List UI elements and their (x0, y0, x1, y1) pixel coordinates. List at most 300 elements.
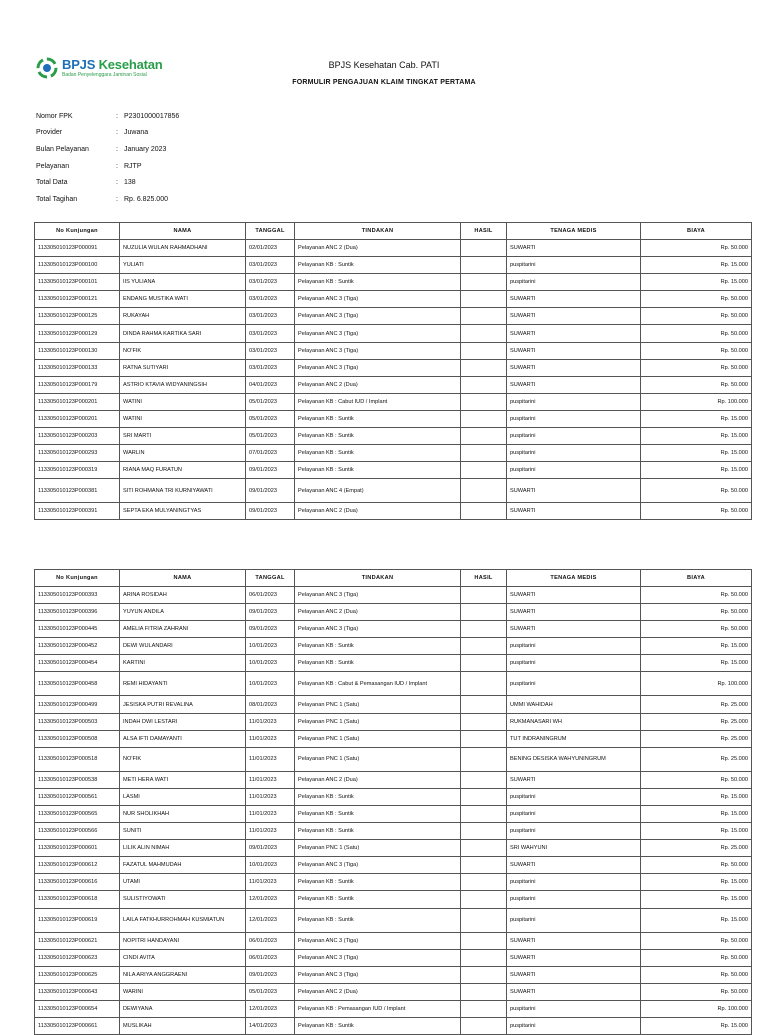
cell-biaya: Rp. 15.000 (641, 445, 752, 462)
cell-tenaga-medis: RUKMANASARI WH (507, 713, 641, 730)
cell-tenaga-medis: SUWARTI (507, 479, 641, 503)
table-row (35, 240, 752, 257)
cell-tenaga-medis: SUWARTI (507, 342, 641, 359)
cell-tanggal: 02/01/2023 (246, 240, 295, 257)
cell-no-kunjungan: 113305010123P000618 (35, 891, 120, 908)
table-row (35, 891, 752, 908)
claim-info (36, 108, 179, 208)
cell-hasil (461, 428, 507, 445)
table-row (35, 874, 752, 891)
cell-no-kunjungan: 113305010123P000293 (35, 445, 120, 462)
table-row (35, 503, 752, 520)
cell-tindakan: Pelayanan ANC 2 (Dua) (295, 503, 461, 520)
cell-tindakan: Pelayanan ANC 3 (Tiga) (295, 308, 461, 325)
cell-tanggal: 09/01/2023 (246, 604, 295, 621)
cell-tindakan: Pelayanan KB : Suntik (295, 1017, 461, 1034)
cell-nama: DEWIYANA (120, 1000, 246, 1017)
info-colon: : (116, 179, 118, 187)
info-row (36, 174, 179, 191)
cell-hasil (461, 771, 507, 788)
info-row (36, 158, 179, 175)
cell-biaya: Rp. 25.000 (641, 696, 752, 713)
cell-tindakan: Pelayanan ANC 3 (Tiga) (295, 949, 461, 966)
cell-tenaga-medis: SUWARTI (507, 359, 641, 376)
cell-tanggal: 11/01/2023 (246, 713, 295, 730)
cell-hasil (461, 908, 507, 932)
column-header: TENAGA MEDIS (507, 223, 641, 240)
cell-no-kunjungan: 113305010123P000661 (35, 1017, 120, 1034)
cell-biaya: Rp. 25.000 (641, 730, 752, 747)
table-row (35, 638, 752, 655)
cell-no-kunjungan: 113305010123P000538 (35, 771, 120, 788)
cell-no-kunjungan: 113305010123P000566 (35, 823, 120, 840)
cell-biaya: Rp. 25.000 (641, 713, 752, 730)
cell-tindakan: Pelayanan KB : Suntik (295, 462, 461, 479)
cell-hasil (461, 874, 507, 891)
cell-biaya: Rp. 50.000 (641, 771, 752, 788)
cell-biaya: Rp. 50.000 (641, 342, 752, 359)
table-row (35, 857, 752, 874)
cell-hasil (461, 240, 507, 257)
cell-tindakan: Pelayanan KB : Cabut & Pemasangan IUD / Implant (295, 672, 461, 696)
info-colon: : (116, 162, 118, 170)
cell-hasil (461, 257, 507, 274)
cell-tenaga-medis: puspitarini (507, 274, 641, 291)
cell-nama: NO'FIK (120, 747, 246, 771)
table-row (35, 713, 752, 730)
cell-tenaga-medis: puspitarini (507, 655, 641, 672)
cell-tenaga-medis: SUWARTI (507, 325, 641, 342)
cell-no-kunjungan: 113305010123P000179 (35, 376, 120, 393)
table-row (35, 359, 752, 376)
cell-biaya: Rp. 15.000 (641, 428, 752, 445)
cell-tindakan: Pelayanan ANC 2 (Dua) (295, 983, 461, 1000)
cell-hasil (461, 274, 507, 291)
column-header: NAMA (120, 570, 246, 587)
cell-tindakan: Pelayanan KB : Suntik (295, 805, 461, 822)
cell-nama: RUKAYAH (120, 308, 246, 325)
cell-hasil (461, 462, 507, 479)
cell-tindakan: Pelayanan KB : Suntik (295, 908, 461, 932)
cell-tenaga-medis: puspitarini (507, 1000, 641, 1017)
cell-no-kunjungan: 113305010123P000129 (35, 325, 120, 342)
cell-biaya: Rp. 25.000 (641, 840, 752, 857)
cell-nama: METI HERA WATI (120, 771, 246, 788)
cell-tenaga-medis: BENING DESISKA WAHYUNINGRUM (507, 747, 641, 771)
cell-tenaga-medis: puspitarini (507, 874, 641, 891)
table-row (35, 342, 752, 359)
cell-tanggal: 11/01/2023 (246, 805, 295, 822)
cell-biaya: Rp. 50.000 (641, 240, 752, 257)
cell-tindakan: Pelayanan ANC 3 (Tiga) (295, 342, 461, 359)
cell-no-kunjungan: 113305010123P000201 (35, 410, 120, 427)
cell-hasil (461, 713, 507, 730)
info-value: P2301000017856 (124, 112, 180, 120)
cell-tenaga-medis: puspitarini (507, 638, 641, 655)
table-row (35, 1000, 752, 1017)
cell-no-kunjungan: 113305010123P000623 (35, 949, 120, 966)
logo-brand-a: BPJS (62, 57, 96, 72)
cell-biaya: Rp. 100.000 (641, 1000, 752, 1017)
cell-tanggal: 03/01/2023 (246, 325, 295, 342)
cell-nama: ASTRIO KTAVIA WIDYANINGSIH (120, 376, 246, 393)
cell-tenaga-medis: puspitarini (507, 788, 641, 805)
cell-tanggal: 10/01/2023 (246, 655, 295, 672)
cell-tindakan: Pelayanan PNC 1 (Satu) (295, 840, 461, 857)
cell-tenaga-medis: puspitarini (507, 823, 641, 840)
cell-nama: UTAMI (120, 874, 246, 891)
table-row (35, 696, 752, 713)
cell-nama: YUYUN ANDILA (120, 604, 246, 621)
cell-nama: SEPTA EKA MULYANINGTYAS (120, 503, 246, 520)
info-value: January 2023 (124, 145, 167, 153)
cell-nama: NUR SHOLIKHAH (120, 805, 246, 822)
table-row (35, 949, 752, 966)
table-header-row (35, 570, 752, 587)
cell-biaya: Rp. 50.000 (641, 621, 752, 638)
cell-no-kunjungan: 113305010123P000621 (35, 932, 120, 949)
cell-no-kunjungan: 113305010123P000100 (35, 257, 120, 274)
cell-tindakan: Pelayanan KB : Suntik (295, 823, 461, 840)
cell-biaya: Rp. 50.000 (641, 587, 752, 604)
cell-tindakan: Pelayanan ANC 4 (Empat) (295, 479, 461, 503)
cell-tenaga-medis: SUWARTI (507, 587, 641, 604)
column-header: TINDAKAN (295, 570, 461, 587)
cell-no-kunjungan: 113305010123P000561 (35, 788, 120, 805)
cell-tanggal: 09/01/2023 (246, 621, 295, 638)
column-header: BIAYA (641, 223, 752, 240)
cell-biaya: Rp. 50.000 (641, 604, 752, 621)
cell-nama: NO'FIK (120, 342, 246, 359)
cell-tanggal: 05/01/2023 (246, 393, 295, 410)
table-row (35, 1017, 752, 1034)
cell-hasil (461, 655, 507, 672)
info-row (36, 141, 179, 158)
cell-biaya: Rp. 50.000 (641, 376, 752, 393)
cell-nama: JESISKA PUTRI REVALINA (120, 696, 246, 713)
cell-nama: INDAH DWI LESTARI (120, 713, 246, 730)
cell-nama: YULIATI (120, 257, 246, 274)
cell-biaya: Rp. 100.000 (641, 393, 752, 410)
cell-hasil (461, 983, 507, 1000)
cell-biaya: Rp. 15.000 (641, 891, 752, 908)
cell-tindakan: Pelayanan ANC 3 (Tiga) (295, 857, 461, 874)
info-colon: : (116, 129, 118, 137)
info-colon: : (116, 195, 118, 203)
table-row (35, 788, 752, 805)
cell-tanggal: 06/01/2023 (246, 587, 295, 604)
cell-biaya: Rp. 50.000 (641, 359, 752, 376)
cell-tanggal: 10/01/2023 (246, 638, 295, 655)
table-row (35, 983, 752, 1000)
table-row (35, 410, 752, 427)
cell-tenaga-medis: SRI WAHYUNI (507, 840, 641, 857)
cell-nama: NILA ARIYA ANGGRAENI (120, 966, 246, 983)
cell-biaya: Rp. 15.000 (641, 462, 752, 479)
cell-nama: ALSA IFTI DAMAYANTI (120, 730, 246, 747)
table-row (35, 747, 752, 771)
cell-tanggal: 09/01/2023 (246, 479, 295, 503)
table-row (35, 840, 752, 857)
cell-biaya: Rp. 50.000 (641, 949, 752, 966)
cell-biaya: Rp. 15.000 (641, 655, 752, 672)
cell-nama: WARLIN (120, 445, 246, 462)
cell-tanggal: 10/01/2023 (246, 857, 295, 874)
logo-tagline: Badan Penyelenggara Jaminan Sosial (62, 72, 147, 78)
cell-hasil (461, 621, 507, 638)
cell-tenaga-medis: SUWARTI (507, 604, 641, 621)
cell-tanggal: 09/01/2023 (246, 840, 295, 857)
cell-no-kunjungan: 113305010123P000654 (35, 1000, 120, 1017)
cell-tindakan: Pelayanan ANC 3 (Tiga) (295, 291, 461, 308)
cell-hasil (461, 604, 507, 621)
claims-table-2 (34, 569, 752, 1035)
cell-tanggal: 03/01/2023 (246, 342, 295, 359)
cell-hasil (461, 966, 507, 983)
info-label: Provider (36, 129, 63, 137)
cell-tanggal: 09/01/2023 (246, 503, 295, 520)
cell-hasil (461, 308, 507, 325)
cell-nama: RIANA MAQ FURATUN (120, 462, 246, 479)
cell-hasil (461, 479, 507, 503)
cell-tenaga-medis: puspitarini (507, 410, 641, 427)
info-colon: : (116, 145, 118, 153)
cell-no-kunjungan: 113305010123P000612 (35, 857, 120, 874)
table-row (35, 908, 752, 932)
cell-no-kunjungan: 113305010123P000130 (35, 342, 120, 359)
column-header: HASIL (461, 223, 507, 240)
cell-nama: NOPITRI HANDAYANI (120, 932, 246, 949)
table-row (35, 932, 752, 949)
cell-tindakan: Pelayanan ANC 3 (Tiga) (295, 587, 461, 604)
cell-biaya: Rp. 50.000 (641, 308, 752, 325)
info-label: Bulan Pelayanan (36, 145, 89, 153)
cell-no-kunjungan: 113305010123P000518 (35, 747, 120, 771)
cell-no-kunjungan: 113305010123P000133 (35, 359, 120, 376)
cell-biaya: Rp. 50.000 (641, 503, 752, 520)
cell-no-kunjungan: 113305010123P000601 (35, 840, 120, 857)
cell-nama: ARINA ROSIDAH (120, 587, 246, 604)
cell-no-kunjungan: 113305010123P000616 (35, 874, 120, 891)
cell-tenaga-medis: puspitarini (507, 393, 641, 410)
cell-biaya: Rp. 50.000 (641, 479, 752, 503)
cell-nama: WARINI (120, 983, 246, 1000)
cell-nama: SUNITI (120, 823, 246, 840)
cell-tenaga-medis: puspitarini (507, 908, 641, 932)
cell-no-kunjungan: 113305010123P000201 (35, 393, 120, 410)
cell-tenaga-medis: SUWARTI (507, 240, 641, 257)
cell-tanggal: 09/01/2023 (246, 966, 295, 983)
cell-nama: WATINI (120, 410, 246, 427)
cell-hasil (461, 840, 507, 857)
cell-tindakan: Pelayanan KB : Suntik (295, 891, 461, 908)
cell-no-kunjungan: 113305010123P000396 (35, 604, 120, 621)
cell-hasil (461, 788, 507, 805)
cell-tindakan: Pelayanan KB : Suntik (295, 874, 461, 891)
document-subtitle: FORMULIR PENGAJUAN KLAIM TINGKAT PERTAMA (292, 79, 476, 86)
cell-tanggal: 11/01/2023 (246, 771, 295, 788)
cell-biaya: Rp. 15.000 (641, 638, 752, 655)
cell-tindakan: Pelayanan ANC 3 (Tiga) (295, 325, 461, 342)
cell-tanggal: 03/01/2023 (246, 291, 295, 308)
cell-tindakan: Pelayanan ANC 3 (Tiga) (295, 621, 461, 638)
cell-tanggal: 11/01/2023 (246, 730, 295, 747)
claims-table-1 (34, 222, 752, 520)
logo-brand-b: Kesehatan (98, 57, 163, 72)
cell-biaya: Rp. 15.000 (641, 1017, 752, 1034)
cell-hasil (461, 696, 507, 713)
cell-hasil (461, 857, 507, 874)
table-row (35, 376, 752, 393)
column-header: NAMA (120, 223, 246, 240)
column-header: TANGGAL (246, 570, 295, 587)
table-header-row (35, 223, 752, 240)
cell-tanggal: 05/01/2023 (246, 983, 295, 1000)
cell-tenaga-medis: puspitarini (507, 672, 641, 696)
cell-tindakan: Pelayanan KB : Suntik (295, 655, 461, 672)
cell-no-kunjungan: 113305010123P000625 (35, 966, 120, 983)
cell-tindakan: Pelayanan ANC 2 (Dua) (295, 771, 461, 788)
table-row (35, 479, 752, 503)
cell-tindakan: Pelayanan KB : Suntik (295, 410, 461, 427)
cell-tindakan: Pelayanan PNC 1 (Satu) (295, 730, 461, 747)
cell-tenaga-medis: SUWARTI (507, 771, 641, 788)
table-row (35, 445, 752, 462)
cell-nama: DINDA RAHMA KARTIKA SARI (120, 325, 246, 342)
cell-tanggal: 12/01/2023 (246, 908, 295, 932)
cell-tenaga-medis: SUWARTI (507, 983, 641, 1000)
cell-tanggal: 06/01/2023 (246, 949, 295, 966)
cell-tanggal: 05/01/2023 (246, 428, 295, 445)
cell-tindakan: Pelayanan PNC 1 (Satu) (295, 696, 461, 713)
info-label: Total Tagihan (36, 195, 78, 203)
cell-nama: FAZATUL MAHMUDAH (120, 857, 246, 874)
cell-hasil (461, 823, 507, 840)
cell-no-kunjungan: 113305010123P000458 (35, 672, 120, 696)
cell-hasil (461, 747, 507, 771)
cell-tenaga-medis: puspitarini (507, 1017, 641, 1034)
info-row (36, 191, 179, 208)
table-row (35, 966, 752, 983)
cell-tindakan: Pelayanan KB : Suntik (295, 274, 461, 291)
cell-nama: DEWI WULANDARI (120, 638, 246, 655)
cell-nama: IIS YULIANA (120, 274, 246, 291)
cell-nama: LILIK ALIN NIMAH (120, 840, 246, 857)
cell-hasil (461, 325, 507, 342)
cell-biaya: Rp. 50.000 (641, 291, 752, 308)
cell-biaya: Rp. 50.000 (641, 983, 752, 1000)
cell-hasil (461, 638, 507, 655)
cell-tenaga-medis: puspitarini (507, 257, 641, 274)
info-value: 138 (124, 179, 136, 187)
cell-no-kunjungan: 113305010123P000203 (35, 428, 120, 445)
table-row (35, 771, 752, 788)
cell-biaya: Rp. 15.000 (641, 823, 752, 840)
cell-hasil (461, 805, 507, 822)
table-row (35, 308, 752, 325)
info-value: Juwana (124, 129, 149, 137)
cell-no-kunjungan: 113305010123P000381 (35, 479, 120, 503)
cell-tenaga-medis: puspitarini (507, 428, 641, 445)
cell-biaya: Rp. 50.000 (641, 966, 752, 983)
cell-tanggal: 14/01/2023 (246, 1017, 295, 1034)
cell-tanggal: 11/01/2023 (246, 747, 295, 771)
cell-hasil (461, 359, 507, 376)
cell-hasil (461, 445, 507, 462)
cell-no-kunjungan: 113305010123P000319 (35, 462, 120, 479)
cell-biaya: Rp. 15.000 (641, 410, 752, 427)
cell-hasil (461, 672, 507, 696)
cell-tanggal: 10/01/2023 (246, 672, 295, 696)
info-value: Rp. 6.825.000 (124, 195, 168, 203)
cell-hasil (461, 587, 507, 604)
cell-tenaga-medis: SUWARTI (507, 932, 641, 949)
column-header: TANGGAL (246, 223, 295, 240)
table-row (35, 672, 752, 696)
column-header: No Kunjungan (35, 570, 120, 587)
cell-no-kunjungan: 113305010123P000503 (35, 713, 120, 730)
cell-tenaga-medis: puspitarini (507, 445, 641, 462)
cell-hasil (461, 932, 507, 949)
column-header: TENAGA MEDIS (507, 570, 641, 587)
cell-tanggal: 11/01/2023 (246, 874, 295, 891)
cell-tanggal: 11/01/2023 (246, 788, 295, 805)
table-row (35, 655, 752, 672)
cell-tenaga-medis: SUWARTI (507, 857, 641, 874)
table-row (35, 805, 752, 822)
cell-nama: ENDANG MUSTIKA WATI (120, 291, 246, 308)
table-row (35, 823, 752, 840)
cell-hasil (461, 949, 507, 966)
info-value: RJTP (124, 162, 142, 170)
cell-hasil (461, 376, 507, 393)
cell-tindakan: Pelayanan ANC 3 (Tiga) (295, 932, 461, 949)
cell-tanggal: 03/01/2023 (246, 274, 295, 291)
cell-nama: KARTINI (120, 655, 246, 672)
cell-tindakan: Pelayanan ANC 2 (Dua) (295, 604, 461, 621)
cell-nama: SULISTIYOWATI (120, 891, 246, 908)
table-row (35, 428, 752, 445)
info-label: Total Data (36, 179, 68, 187)
cell-no-kunjungan: 113305010123P000125 (35, 308, 120, 325)
table-row (35, 730, 752, 747)
cell-tenaga-medis: SUWARTI (507, 949, 641, 966)
cell-tindakan: Pelayanan ANC 2 (Dua) (295, 240, 461, 257)
cell-tindakan: Pelayanan KB : Suntik (295, 257, 461, 274)
cell-no-kunjungan: 113305010123P000445 (35, 621, 120, 638)
cell-no-kunjungan: 113305010123P000508 (35, 730, 120, 747)
cell-nama: NUZULIA WULAN RAHMADHANI (120, 240, 246, 257)
table-row (35, 621, 752, 638)
column-header: BIAYA (641, 570, 752, 587)
cell-tanggal: 04/01/2023 (246, 376, 295, 393)
cell-tanggal: 03/01/2023 (246, 257, 295, 274)
cell-hasil (461, 503, 507, 520)
info-row (36, 108, 179, 125)
cell-tenaga-medis: SUWARTI (507, 503, 641, 520)
cell-no-kunjungan: 113305010123P000121 (35, 291, 120, 308)
cell-tindakan: Pelayanan ANC 2 (Dua) (295, 376, 461, 393)
cell-hasil (461, 393, 507, 410)
cell-nama: RATNA SUTIYARI (120, 359, 246, 376)
cell-no-kunjungan: 113305010123P000619 (35, 908, 120, 932)
cell-biaya: Rp. 50.000 (641, 932, 752, 949)
cell-biaya: Rp. 25.000 (641, 747, 752, 771)
cell-biaya: Rp. 15.000 (641, 788, 752, 805)
cell-tenaga-medis: SUWARTI (507, 291, 641, 308)
cell-tindakan: Pelayanan PNC 1 (Satu) (295, 747, 461, 771)
cell-tanggal: 05/01/2023 (246, 410, 295, 427)
